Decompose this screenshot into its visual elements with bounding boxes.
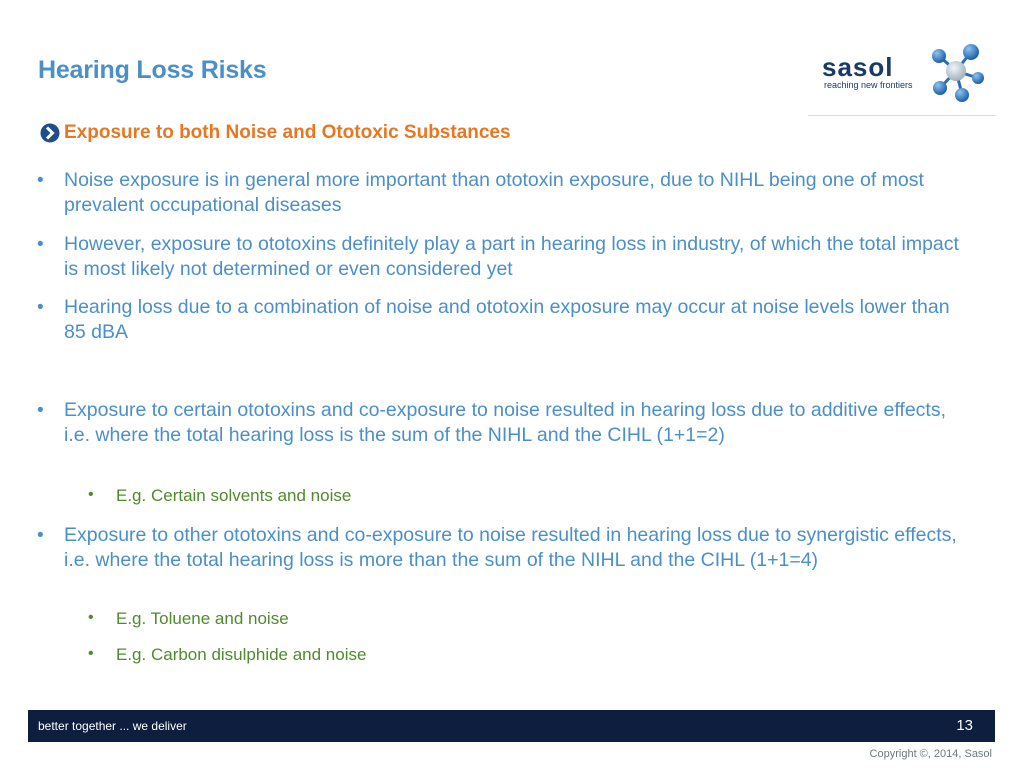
copyright-notice: Copyright ©, 2014, Sasol — [869, 748, 992, 760]
bullet-dot-icon: • — [37, 297, 44, 318]
bullet-text: Noise exposure is in general more important than ototoxin exposure, due to NIHL being one of most prevalent occupational diseases — [64, 169, 924, 216]
sub-bullet-text: E.g. Certain solvents and noise — [116, 486, 352, 505]
bullet-dot-icon: • — [88, 486, 94, 503]
logo-wordmark: sasol — [822, 52, 894, 82]
sub-bullet-text: E.g. Carbon disulphide and noise — [116, 645, 367, 664]
bullet-text: Exposure to other ototoxins and co-exposure to noise resulted in hearing loss due to synergistic effects, i.e. where the total hearing loss is more than the sum of the NIHL and the CIHL (1+1=4) — [64, 524, 957, 571]
sasol-logo — [818, 38, 988, 108]
bullet-text: However, exposure to ototoxins definitely play a part in hearing loss in industry, of which the total impact is most likely not determined or even considered yet — [64, 233, 959, 280]
footer-tagline: better together ... we deliver — [38, 719, 187, 733]
page-number: 13 — [956, 717, 973, 734]
molecule-icon — [926, 38, 986, 104]
bullet-item — [37, 523, 964, 573]
sub-bullet-item — [88, 644, 916, 666]
bullet-item — [37, 398, 964, 448]
bullet-dot-icon: • — [37, 234, 44, 255]
footer-bar — [28, 710, 995, 742]
bullet-item — [37, 295, 964, 345]
bullet-text: Hearing loss due to a combination of noise and ototoxin exposure may occur at noise levels lower than 85 dBA — [64, 296, 950, 343]
logo-divider — [808, 115, 996, 116]
subheading-text: Exposure to both Noise and Ototoxic Substances — [64, 122, 511, 143]
bullet-dot-icon: • — [88, 609, 94, 626]
sub-bullet-item — [88, 485, 916, 507]
bullet-dot-icon: • — [37, 525, 44, 546]
bullet-dot-icon: • — [88, 645, 94, 662]
sub-bullet-item — [88, 608, 916, 630]
bullet-dot-icon: • — [37, 170, 44, 191]
bullet-item — [37, 168, 964, 218]
sub-bullet-text: E.g. Toluene and noise — [116, 609, 289, 628]
bullet-dot-icon: • — [37, 400, 44, 421]
slide-title: Hearing Loss Risks — [38, 56, 267, 84]
chevron-right-icon — [40, 123, 60, 143]
subheading — [40, 122, 511, 144]
bullet-text: Exposure to certain ototoxins and co-exposure to noise resulted in hearing loss due to additive effects, i.e. where the total hearing loss is the sum of the NIHL and the CIHL (1+1=2) — [64, 399, 947, 446]
logo-tagline: reaching new frontiers — [824, 80, 913, 90]
bullet-item — [37, 232, 964, 282]
